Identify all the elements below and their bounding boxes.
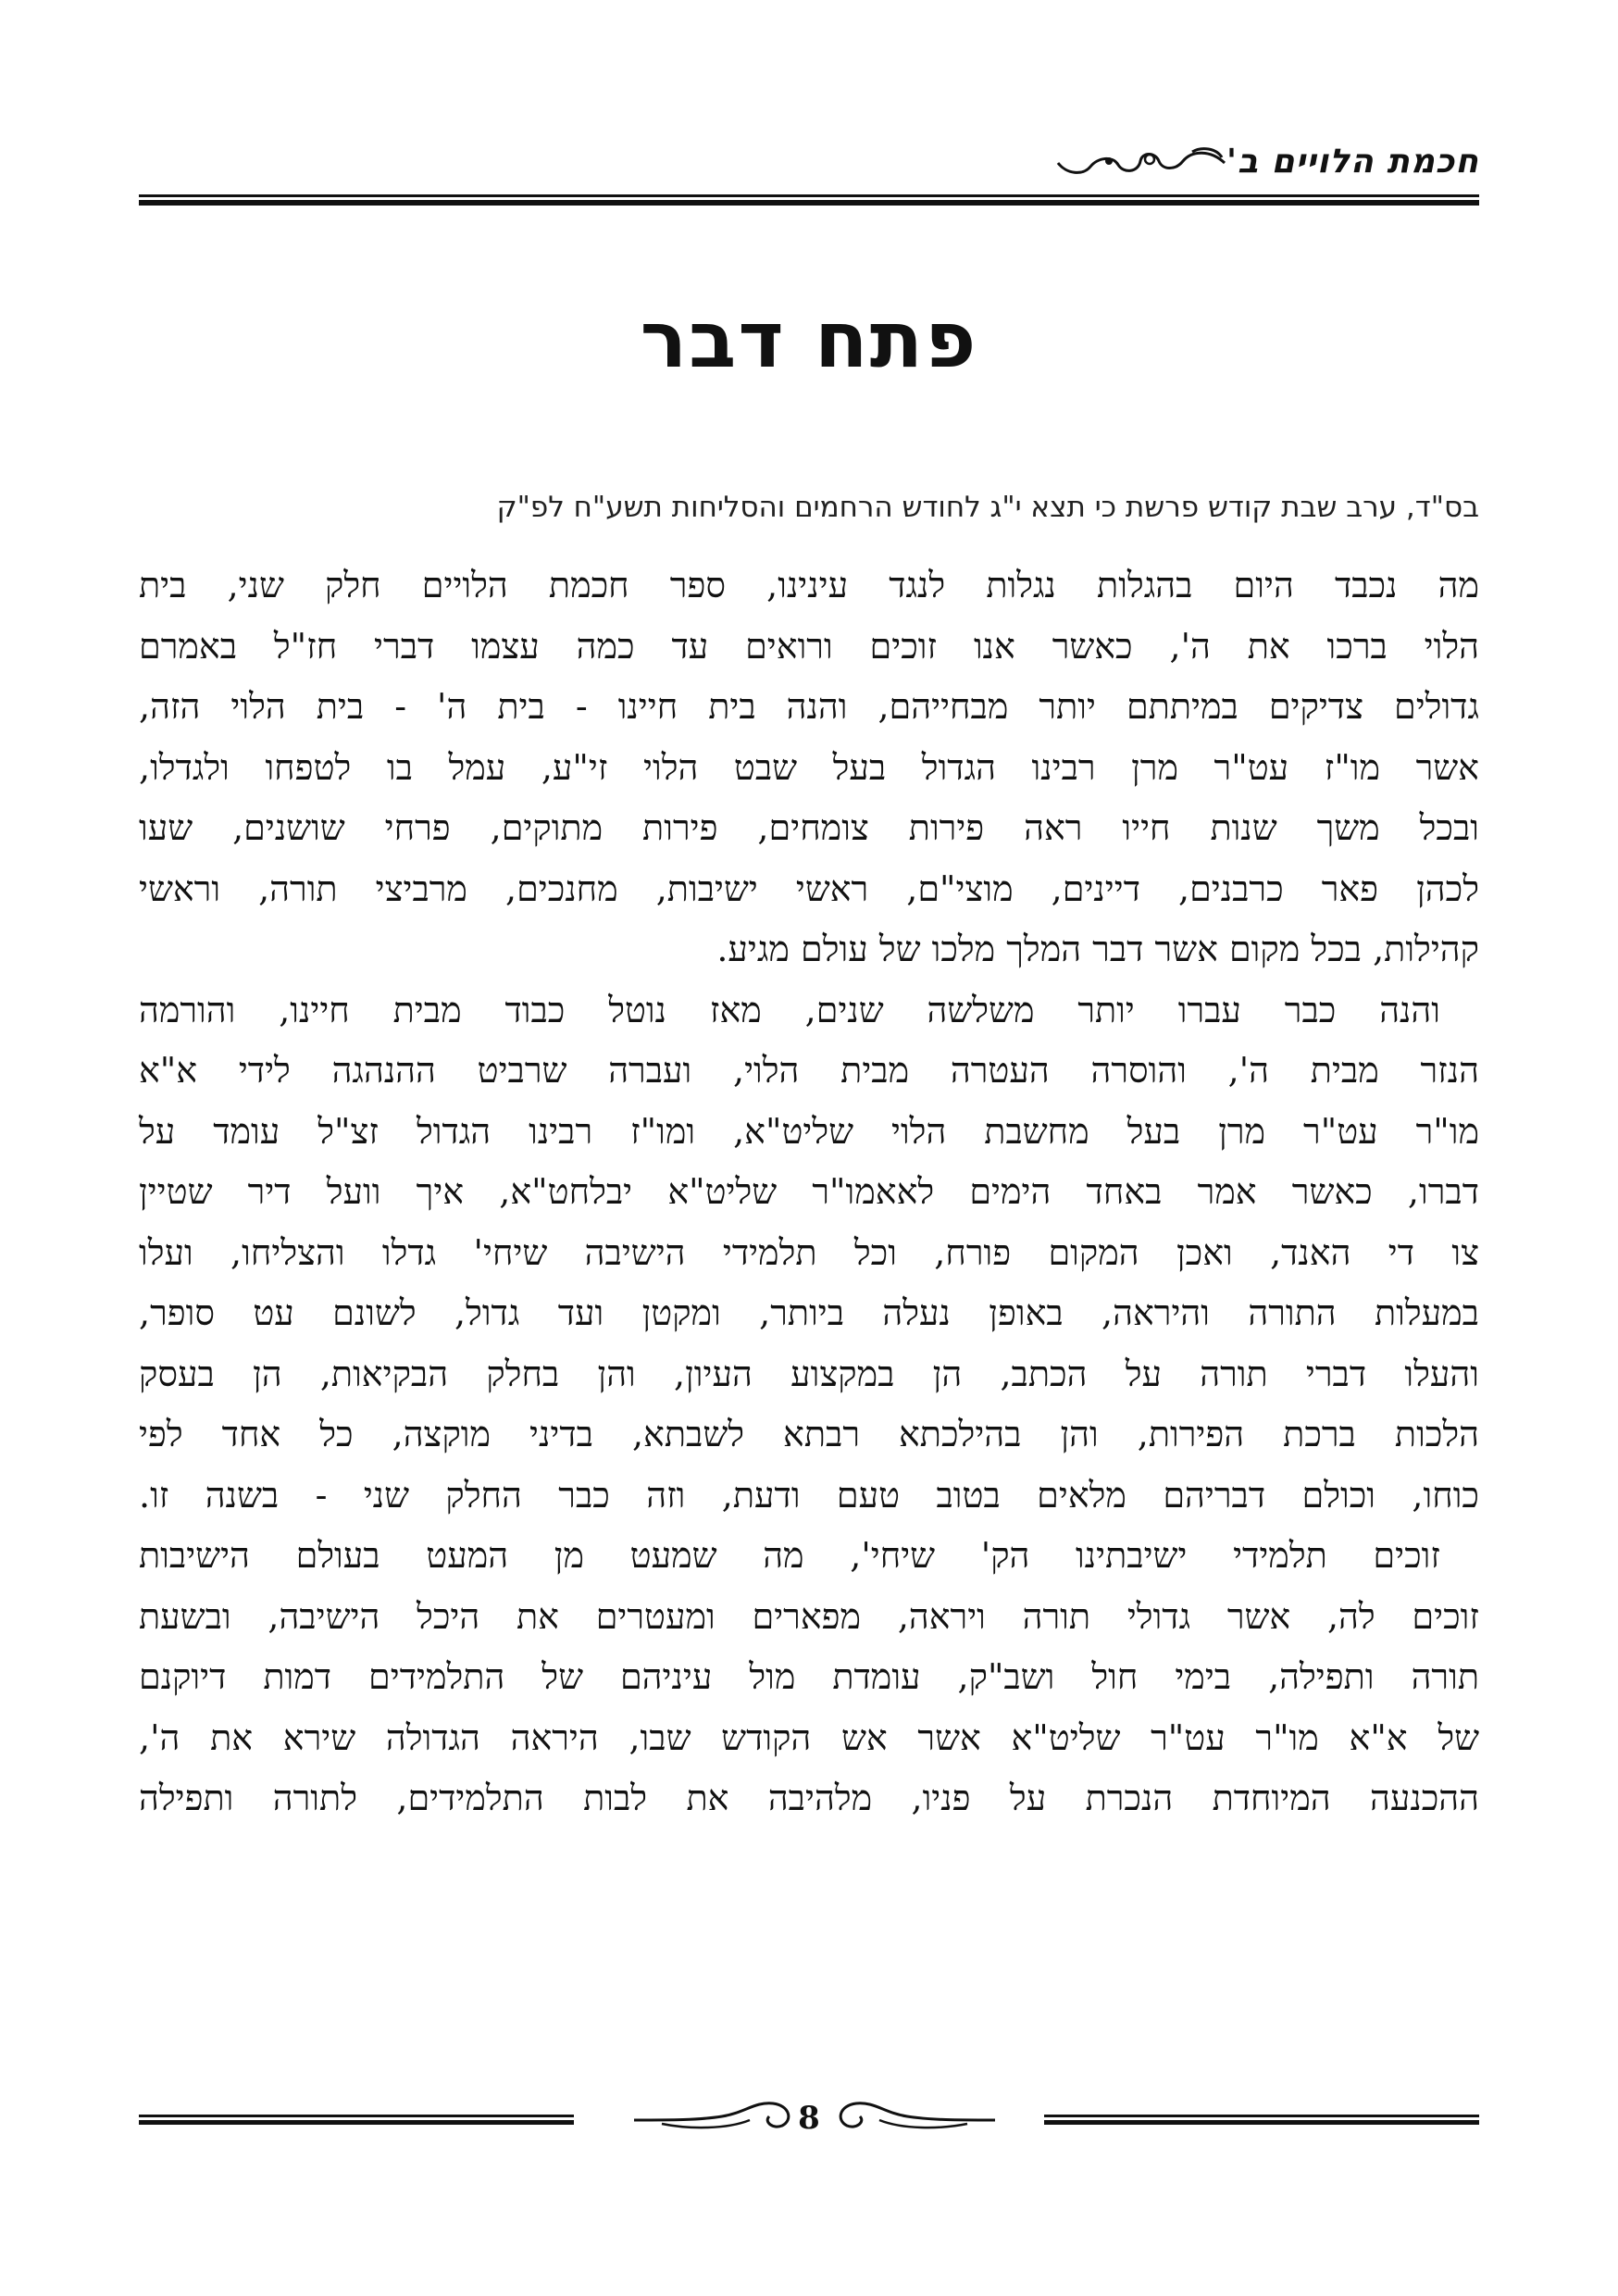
running-title: חכמת הלויים ב' (1226, 143, 1479, 181)
dateline: בס"ד, ערב שבת קודש פרשת כי תצא י"ג לחודש הרחמים והסליחות תשע"ח לפ"ק (496, 491, 1479, 524)
flourish-ornament-icon (1053, 143, 1229, 183)
page-number: 8 (798, 2100, 820, 2137)
header-rule-thin (139, 194, 1479, 197)
body-line: לכהן פאר כרבנים, דיינים, מוצי"ם, ראשי ישיבות, מחנכים, מרביצי תורה, וראשי (139, 867, 1479, 909)
body-line: זוכים לה, אשר גדולי תורה ויראה, מפארים ומעטרים את היכל הישיבה, ובשעת (139, 1595, 1479, 1637)
body-line: הלכות ברכת הפירות, והן בהילכתא רבתא לשבתא, בדיני מוקצה, כל אחד לפי (139, 1414, 1479, 1454)
body-line: זוכים תלמידי ישיבתינו הק' שיחי', מה שמעט מן המעט בעולם הישיבות (139, 1535, 1440, 1576)
body-line: ההכנעה המיוחדת הנכרת על פניו, מלהיבה את לבות התלמידים, לתורה ותפילה (139, 1778, 1479, 1818)
page-title: פתח דבר (640, 294, 978, 385)
body-line: גדולים צדיקים במיתתם יותר מבחייהם, והנה בית חיינו - בית ה' - בית הלוי הזה, (139, 686, 1479, 727)
footer-rule-right (1044, 2115, 1479, 2126)
running-header (139, 139, 1479, 193)
body-line: במעלות התורה והיראה, באופן נעלה ביותר, ומקטן ועד גדול, לשונם עט סופר, (139, 1292, 1479, 1333)
body-line: הנזר מבית ה', והוסרה העטרה מבית הלוי, ועברה שרביט ההנהגה לידי א"א (139, 1050, 1479, 1091)
body-line: דברו, כאשר אמר באחד הימים לאאמו"ר שליט"א יבלחט"א, איך וועל דיר שטיין (139, 1171, 1479, 1212)
header-rule-thick (139, 200, 1479, 206)
body-line: מה נכבד היום בהגלות נגלות לנגד עינינו, ספר חכמת הלויים חלק שני, בית (139, 565, 1479, 605)
body-line: כוחו, וכולם דבריהם מלאים בטוב טעם ודעת, וזה כבר החלק שני - בשנה זו. (139, 1474, 1479, 1516)
body-line: צו די האנד, ואכן המקום פורח, וכל תלמידי הישיבה שיחי' גדלו והצליחו, ועלו (139, 1231, 1479, 1273)
swirl-ornament-icon (828, 2092, 995, 2139)
page-footer (139, 2092, 1479, 2148)
swirl-ornament-icon (634, 2092, 801, 2139)
body-line: אשר מו"ז עט"ר מרן רבינו הגדול בעל שבט הלוי זי"ע, עמל בו לטפחו ולגדלו, (139, 746, 1479, 788)
body-line: והעלו דברי תורה על הכתב, הן במקצוע העיון, והן בחלק הבקיאות, הן בעסק (139, 1353, 1479, 1394)
body-line: של א"א מו"ר עט"ר שליט"א אשר אש הקודש שבו, היראה הגדולה שירא את ה', (139, 1716, 1479, 1758)
body-line: תורה ותפילה, בימי חול ושב"ק, עומדת מול עיניהם של התלמידים דמות דיוקנם (139, 1656, 1479, 1697)
body-line: מו"ר עט"ר מרן בעל מחשבת הלוי שליט"א, ומו"ז רבינו הגדול זצ"ל עומד על (139, 1110, 1479, 1152)
body-text (139, 555, 1479, 1829)
body-line: הלוי ברכו את ה', כאשר אנו זוכים ורואים עד כמה עצמו דברי חז"ל באמרם (139, 625, 1479, 667)
body-line: קהילות, בכל מקום אשר דבר המלך מלכו של עולם מגיע. (716, 929, 1479, 969)
body-line: ובכל משך שנות חייו ראה פירות צומחים, פירות מתוקים, פרחי שושנים, שעו (139, 807, 1479, 848)
footer-rule-left (139, 2115, 574, 2126)
body-line: והנה כבר עברו יותר משלשה שנים, מאז נוטל כבוד מבית חיינו, והורמה (139, 989, 1440, 1030)
